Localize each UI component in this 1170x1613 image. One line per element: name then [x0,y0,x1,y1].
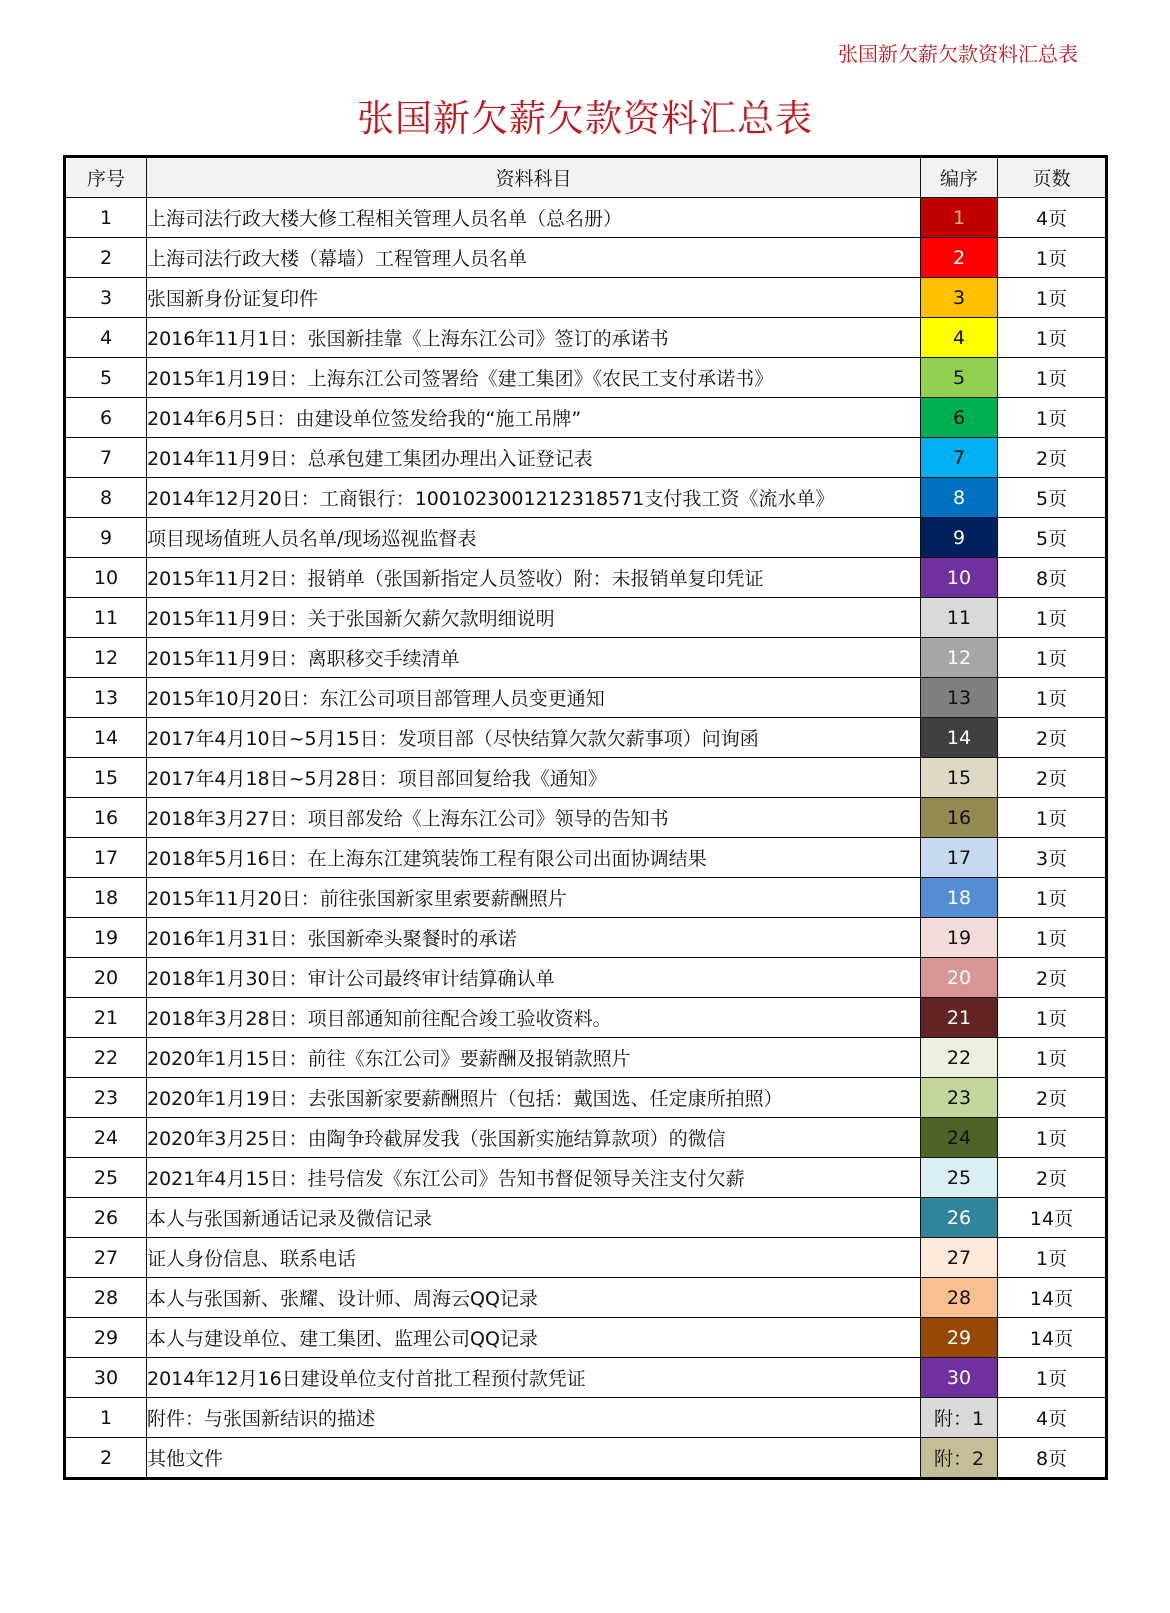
page-title: 张国新欠薪欠款资料汇总表 [357,97,813,140]
row-code-badge: 4 [921,318,998,358]
row-index: 23 [65,1078,147,1118]
row-subject: 本人与张国新通话记录及微信记录 [147,1198,921,1238]
row-pages: 14页 [998,1278,1107,1318]
row-code-badge: 26 [921,1198,998,1238]
table-row [65,358,1107,398]
row-pages: 2页 [998,1078,1107,1118]
header-subject: 资料科目 [147,157,921,198]
row-subject: 2015年11月9日：关于张国新欠薪欠款明细说明 [147,598,921,638]
row-code-badge: 19 [921,918,998,958]
row-code-badge: 16 [921,798,998,838]
row-code-badge: 8 [921,478,998,518]
row-pages: 2页 [998,718,1107,758]
row-code-badge: 1 [921,198,998,238]
row-pages: 3页 [998,838,1107,878]
row-pages: 1页 [998,1038,1107,1078]
table-row [65,1078,1107,1118]
row-index: 6 [65,398,147,438]
row-subject: 张国新身份证复印件 [147,278,921,318]
row-pages: 1页 [998,598,1107,638]
table-row [65,598,1107,638]
row-index: 5 [65,358,147,398]
row-subject: 证人身份信息、联系电话 [147,1238,921,1278]
row-code-badge: 5 [921,358,998,398]
table-row [65,798,1107,838]
row-index: 22 [65,1038,147,1078]
row-subject: 2018年3月28日：项目部通知前往配合竣工验收资料。 [147,998,921,1038]
row-index: 8 [65,478,147,518]
row-pages: 1页 [998,358,1107,398]
table-row [65,678,1107,718]
row-code-badge: 11 [921,598,998,638]
row-index: 14 [65,718,147,758]
row-subject: 2020年1月19日：去张国新家要薪酬照片（包括：戴国选、任定康所拍照） [147,1078,921,1118]
table-row [65,518,1107,558]
table-body [65,198,1107,1479]
table-row [65,1358,1107,1398]
row-index: 20 [65,958,147,998]
row-code-badge: 18 [921,878,998,918]
row-pages: 8页 [998,1438,1107,1479]
row-code-badge: 15 [921,758,998,798]
row-code-badge: 3 [921,278,998,318]
row-index: 2 [65,238,147,278]
row-code-badge: 23 [921,1078,998,1118]
row-subject: 2018年3月27日：项目部发给《上海东江公司》领导的告知书 [147,798,921,838]
row-pages: 1页 [998,1238,1107,1278]
row-pages: 1页 [998,1358,1107,1398]
row-pages: 1页 [998,918,1107,958]
table-row [65,998,1107,1038]
row-index: 2 [65,1438,147,1479]
row-subject: 2014年11月9日：总承包建工集团办理出入证登记表 [147,438,921,478]
row-code-badge: 30 [921,1358,998,1398]
table-row [65,1118,1107,1158]
header-index: 序号 [65,157,147,198]
header-pages: 页数 [998,157,1107,198]
row-pages: 4页 [998,198,1107,238]
row-subject: 2014年12月16日建设单位支付首批工程预付款凭证 [147,1358,921,1398]
row-index: 16 [65,798,147,838]
row-pages: 1页 [998,878,1107,918]
table-row [65,718,1107,758]
row-code-badge: 2 [921,238,998,278]
row-subject: 2020年3月25日：由陶争玲截屏发我（张国新实施结算款项）的微信 [147,1118,921,1158]
row-index: 12 [65,638,147,678]
row-index: 25 [65,1158,147,1198]
table-row [65,1158,1107,1198]
table-row [65,878,1107,918]
row-index: 4 [65,318,147,358]
row-code-badge: 13 [921,678,998,718]
row-index: 29 [65,1318,147,1358]
row-pages: 1页 [998,798,1107,838]
row-index: 24 [65,1118,147,1158]
row-pages: 1页 [998,638,1107,678]
row-subject: 上海司法行政大楼（幕墙）工程管理人员名单 [147,238,921,278]
table-row [65,558,1107,598]
row-pages: 8页 [998,558,1107,598]
row-pages: 14页 [998,1198,1107,1238]
table-row [65,1238,1107,1278]
row-subject: 2017年4月10日~5月15日：发项目部（尽快结算欠款欠薪事项）问询函 [147,718,921,758]
row-code-badge: 27 [921,1238,998,1278]
row-subject: 附件：与张国新结识的描述 [147,1398,921,1438]
table-row [65,478,1107,518]
row-subject: 上海司法行政大楼大修工程相关管理人员名单（总名册） [147,198,921,238]
row-subject: 其他文件 [147,1438,921,1479]
row-pages: 4页 [998,1398,1107,1438]
row-index: 26 [65,1198,147,1238]
row-code-badge: 12 [921,638,998,678]
row-code-badge: 7 [921,438,998,478]
row-subject: 2020年1月15日：前往《东江公司》要薪酬及报销款照片 [147,1038,921,1078]
table-row [65,758,1107,798]
row-subject: 2016年11月1日：张国新挂靠《上海东江公司》签订的承诺书 [147,318,921,358]
row-pages: 1页 [998,678,1107,718]
table-row [65,238,1107,278]
table-row [65,1278,1107,1318]
row-index: 18 [65,878,147,918]
row-index: 9 [65,518,147,558]
row-subject: 2015年11月20日：前往张国新家里索要薪酬照片 [147,878,921,918]
row-subject: 2015年11月2日：报销单（张国新指定人员签收）附：未报销单复印凭证 [147,558,921,598]
row-index: 1 [65,198,147,238]
table-row [65,318,1107,358]
row-pages: 2页 [998,438,1107,478]
summary-table [63,155,1108,1480]
row-subject: 2015年10月20日：东江公司项目部管理人员变更通知 [147,678,921,718]
row-index: 3 [65,278,147,318]
table-row [65,1318,1107,1358]
row-subject: 本人与张国新、张耀、设计师、周海云QQ记录 [147,1278,921,1318]
row-subject: 项目现场值班人员名单/现场巡视监督表 [147,518,921,558]
row-code-badge: 21 [921,998,998,1038]
table-row [65,438,1107,478]
row-code-badge: 9 [921,518,998,558]
corner-title: 张国新欠薪欠款资料汇总表 [838,42,1078,66]
row-code-badge: 附：2 [921,1438,998,1479]
table-row [65,958,1107,998]
table-header-row [65,157,1107,198]
table-row [65,638,1107,678]
row-index: 21 [65,998,147,1038]
header-code: 编序 [921,157,998,198]
row-pages: 1页 [998,278,1107,318]
row-subject: 2015年11月9日：离职移交手续清单 [147,638,921,678]
row-subject: 本人与建设单位、建工集团、监理公司QQ记录 [147,1318,921,1358]
row-pages: 1页 [998,238,1107,278]
row-index: 27 [65,1238,147,1278]
table-row [65,918,1107,958]
row-index: 19 [65,918,147,958]
row-code-badge: 10 [921,558,998,598]
row-code-badge: 附：1 [921,1398,998,1438]
row-subject: 2016年1月31日：张国新牵头聚餐时的承诺 [147,918,921,958]
row-index: 11 [65,598,147,638]
row-code-badge: 17 [921,838,998,878]
row-pages: 1页 [998,1118,1107,1158]
row-subject: 2018年5月16日：在上海东江建筑装饰工程有限公司出面协调结果 [147,838,921,878]
row-code-badge: 14 [921,718,998,758]
row-index: 28 [65,1278,147,1318]
row-pages: 14页 [998,1318,1107,1358]
row-subject: 2017年4月18日~5月28日：项目部回复给我《通知》 [147,758,921,798]
row-pages: 1页 [998,398,1107,438]
row-pages: 5页 [998,478,1107,518]
row-pages: 2页 [998,1158,1107,1198]
table-row [65,1198,1107,1238]
row-subject: 2015年1月19日：上海东江公司签署给《建工集团》《农民工支付承诺书》 [147,358,921,398]
row-pages: 1页 [998,318,1107,358]
row-subject: 2018年1月30日：审计公司最终审计结算确认单 [147,958,921,998]
row-index: 13 [65,678,147,718]
table-row [65,1398,1107,1438]
row-code-badge: 22 [921,1038,998,1078]
table-row [65,838,1107,878]
row-index: 7 [65,438,147,478]
row-index: 10 [65,558,147,598]
row-pages: 2页 [998,958,1107,998]
row-code-badge: 20 [921,958,998,998]
row-subject: 2021年4月15日：挂号信发《东江公司》告知书督促领导关注支付欠薪 [147,1158,921,1198]
row-index: 1 [65,1398,147,1438]
table-row [65,1438,1107,1479]
row-code-badge: 29 [921,1318,998,1358]
row-code-badge: 24 [921,1118,998,1158]
row-code-badge: 6 [921,398,998,438]
row-pages: 1页 [998,998,1107,1038]
row-code-badge: 28 [921,1278,998,1318]
row-index: 30 [65,1358,147,1398]
row-pages: 2页 [998,758,1107,798]
row-code-badge: 25 [921,1158,998,1198]
row-subject: 2014年12月20日：工商银行：1001023001212318571支付我工资《流水单》 [147,478,921,518]
table-row [65,1038,1107,1078]
table-row [65,278,1107,318]
row-index: 15 [65,758,147,798]
table-row [65,198,1107,238]
row-pages: 5页 [998,518,1107,558]
table-row [65,398,1107,438]
row-index: 17 [65,838,147,878]
row-subject: 2014年6月5日：由建设单位签发给我的“施工吊牌” [147,398,921,438]
